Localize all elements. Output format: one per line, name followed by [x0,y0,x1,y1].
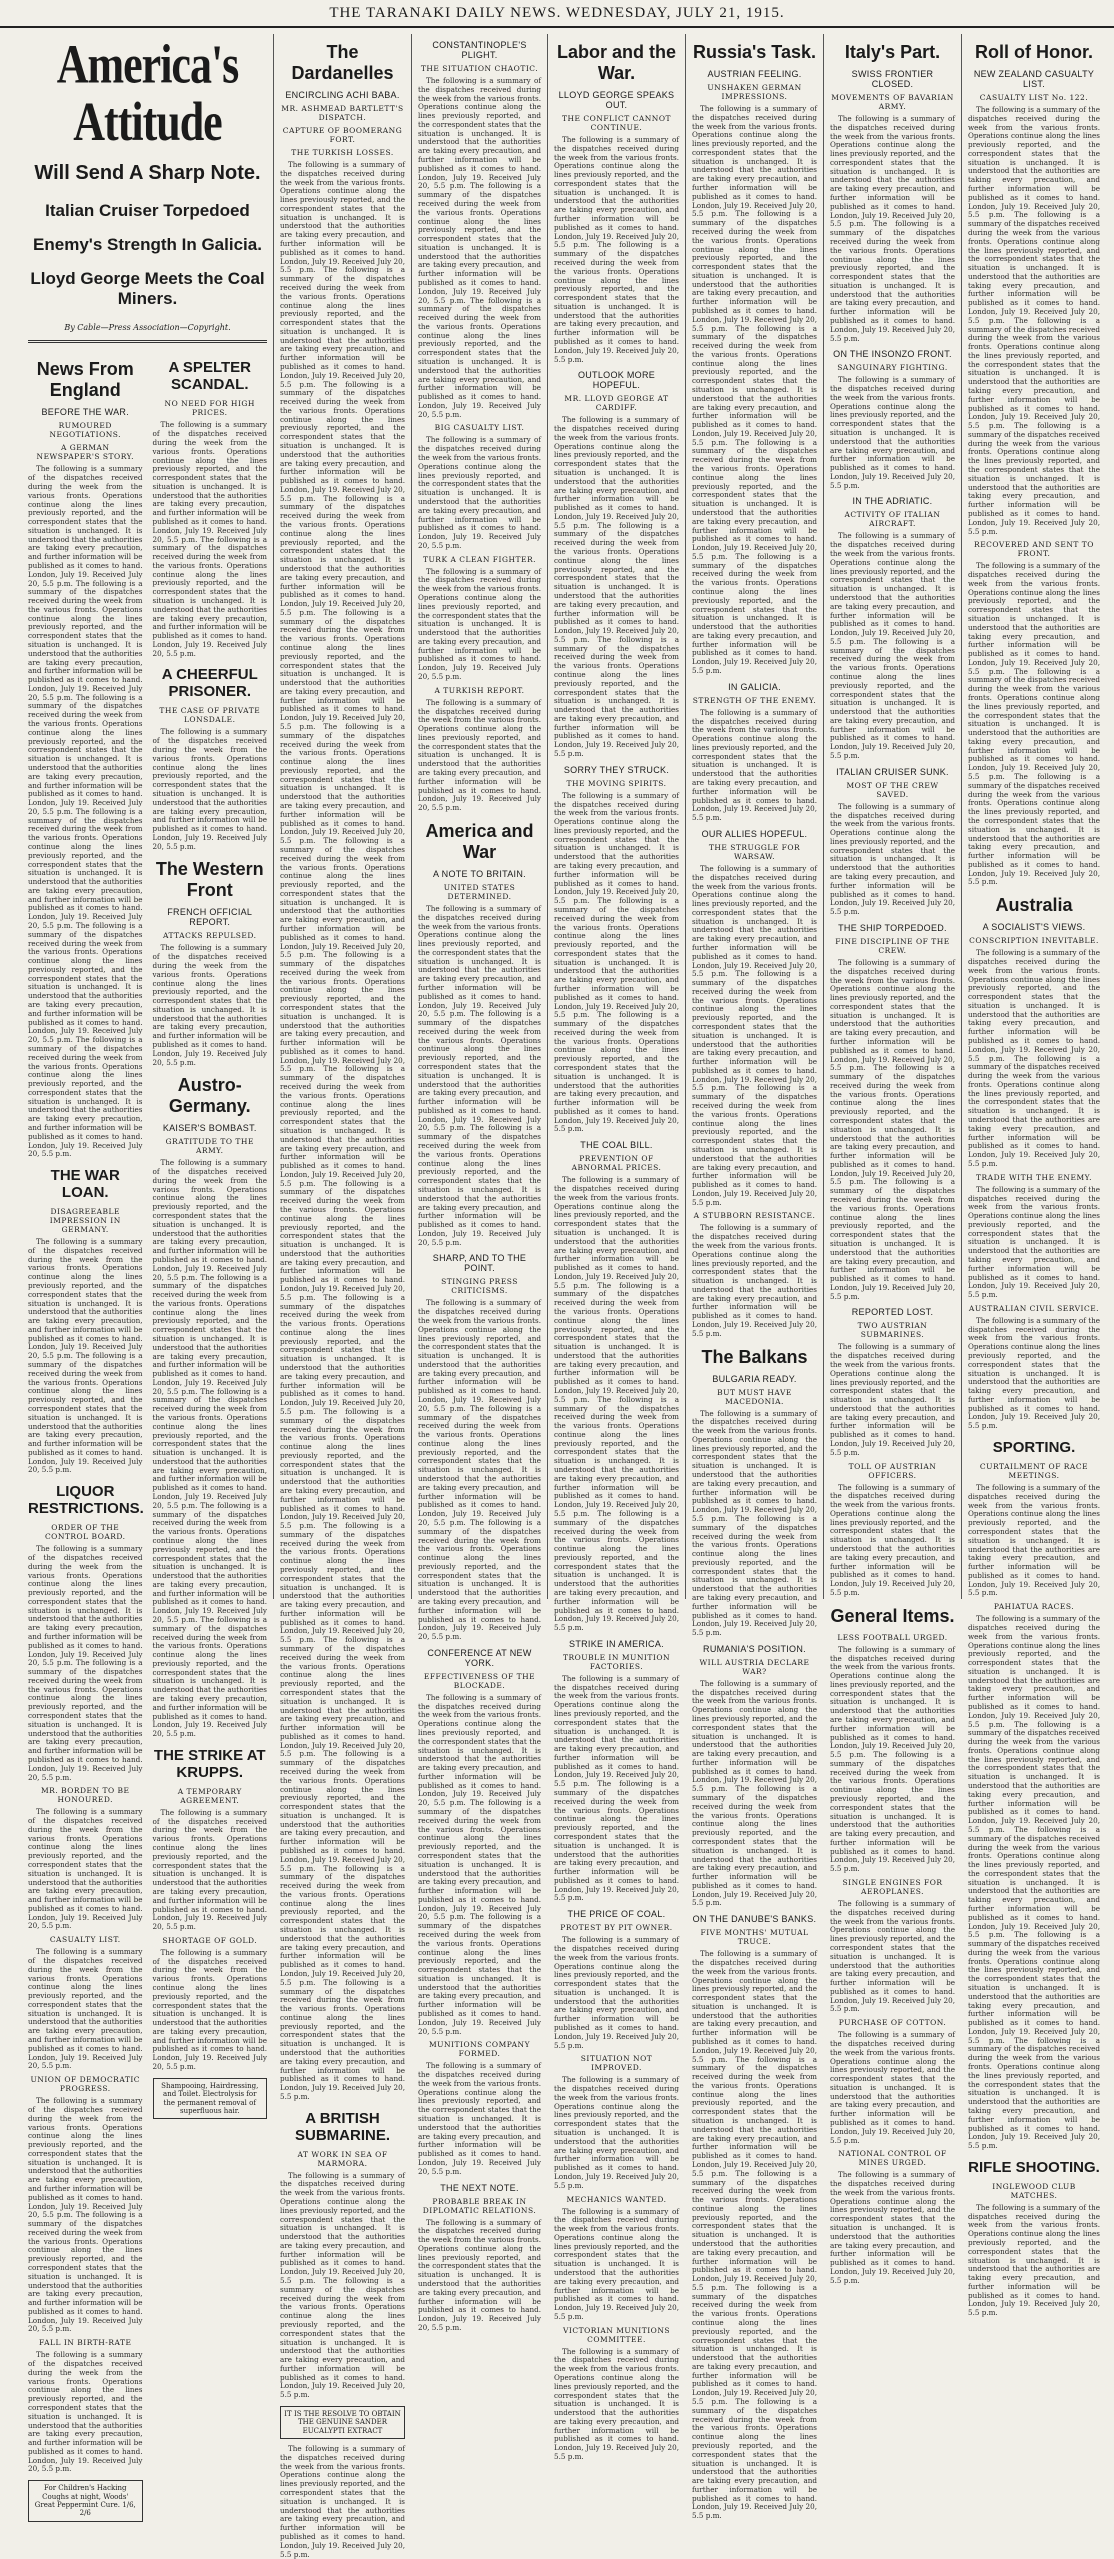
headline-australia: Australia [995,895,1073,916]
article-text: The following is a summary of the dispatches received during the week from the various fronts. Operations continue along the lines previously reported, and the correspondent states that the situation is unchanged. It is understood that the authorities are taking every precaution, and further information will be published as it comes to hand. London, July 19. Received July 20, 5.5 p.m. The following is a summary of the dispatches received during the week from the various fronts. Operations continue along the lines previously reported, and the correspondent states that the situation is unchanged. It is understood that the authorities are taking every precaution, and further information will be published as it comes to hand. London, July 19. Received July 20, 5.5 p.m. The following is a summary of the dispatches received during the week from the various fronts. Operations continue along the lines previously reported, and the correspondent states that the situation is unchanged. It is understood that the authorities are taking every precaution, and further information will be published as it comes to hand. London, July 19. Received July 20, 5.5 p.m. The following is a summary of the dispatches received during the week from the various fronts. Operations continue along the lines previously reported, and the correspondent states that the situation is unchanged. It is understood that the authorities are taking every precaution, and further information will be published as it comes to hand. London, July 19. Received July 20, 5.5 p.m. [554,1175,679,1633]
headline-russias-task: Russia's Task. [692,42,816,62]
subhead-galicia: IN GALICIA. [728,681,781,692]
article-text: The following is a summary of the dispatches received during the week from the various fronts. Operations continue along the lines previously reported, and the correspondent states that the situation is unchanged. It is understood that the authorities are taking every precaution, and further information will be published as it comes to hand. London, July 19. Received July 20, 5.5 p.m. [152,1807,267,1932]
subhead-price-coal: THE PRICE OF COAL. [567,1909,666,1920]
headline-austro-germany: Austro-Germany. [168,1075,251,1117]
headline-labor-war: Labor and the War. [556,42,676,83]
article-text: The following is a summary of the dispatches received during the week from the various fronts. Operations continue along the lines previously reported, and the correspondent states that the situation is unchanged. It is understood that the authorities are taking every precaution, and further information will be published as it comes to hand. London, July 19. Received July 20, 5.5 p.m. [418,435,541,550]
article-text: The following is a summary of the dispatches received during the week from the various fronts. Operations continue along the lines previously reported, and the correspondent states that the situation is unchanged. It is understood that the authorities are taking every precaution, and further information will be published as it comes to hand. London, July 19. Received July 20, 5.5 p.m. [280,2444,405,2559]
subhead-no-need: NO NEED FOR HIGH PRICES. [164,399,255,418]
subhead-disagreeable: DISAGREEABLE IMPRESSION IN GERMANY. [49,1207,121,1235]
column-7 [962,34,1106,2318]
article-text: The following is a summary of the dispatches received during the week from the various fronts. Operations continue along the lines previously reported, and the correspondent states that the situation is unchanged. It is understood that the authorities are taking every precaution, and further information will be published as it comes to hand. London, July 19. Received July 20, 5.5 p.m. The following is a summary of the dispatches received during the week from the various fronts. Operations continue along the lines previously reported, and the correspondent states that the situation is unchanged. It is understood that the authorities are taking every precaution, and further information will be published as it comes to hand. London, July 19. Received July 20, 5.5 p.m. The following is a summary of the dispatches received during the week from the various fronts. Operations continue along the lines previously reported, and the correspondent states that the situation is unchanged. It is understood that the authorities are taking every precaution, and further information will be published as it comes to hand. London, July 19. Received July 20, 5.5 p.m. The following is a summary of the dispatches received during the week from the various fronts. Operations continue along the lines previously reported, and the correspondent states that the situation is unchanged. It is understood that the authorities are taking every precaution, and further information will be published as it comes to hand. London, July 19. Received July 20, 5.5 p.m. The following is a summary of the dispatches received during the week from the various fronts. Operations continue along the lines previously reported, and the correspondent states that the situation is unchanged. It is understood that the authorities are taking every precaution, and further information will be published as it comes to hand. London, July 19. Received July 20, 5.5 p.m. [692,104,817,675]
subhead-toll: TOLL OF AUSTRIAN OFFICERS. [848,1461,937,1480]
subhead-allies: OUR ALLIES HOPEFUL. [701,828,808,839]
headline-roll-honor: Roll of Honor. [975,42,1093,62]
subhead-reported-lost: REPORTED LOST. [851,1307,934,1318]
headline-liquor: LIQUOR RESTRICTIONS. [28,1483,144,1518]
article-text: The following is a summary of the dispatches received during the week from the various fronts. Operations continue along the lines previously reported, and the correspondent states that the situation is unchanged. It is understood that the authorities are taking every precaution, and further information will be published as it comes to hand. London, July 19. Received July 20, 5.5 p.m. The following is a summary of the dispatches received during the week from the various fronts. Operations continue along the lines previously reported, and the correspondent states that the situation is unchanged. It is understood that the authorities are taking every precaution, and further information will be published as it comes to hand. London, July 19. Received July 20, 5.5 p.m. [692,1678,817,1908]
article-text: The following is a summary of the dispatches received during the week from the various fronts. Operations continue along the lines previously reported, and the correspondent states that the situation is unchanged. It is understood that the authorities are taking every precaution, and further information will be published as it comes to hand. London, July 19. Received July 20, 5.5 p.m. The following is a summary of the dispatches received during the week from the various fronts. Operations continue along the lines previously reported, and the correspondent states that the situation is unchanged. It is understood that the authorities are taking every precaution, and further information will be published as it comes to hand. London, July 19. Received July 20, 5.5 p.m. The following is a summary of the dispatches received during the week from the various fronts. Operations continue along the lines previously reported, and the correspondent states that the situation is unchanged. It is understood that the authorities are taking every precaution, and further information will be published as it comes to hand. London, July 19. Received July 20, 5.5 p.m. [418,1298,541,1642]
subhead-cotton: PURCHASE OF COTTON. [838,2018,947,2028]
headline-news-from-england: News From England [36,359,134,401]
column-1 [22,33,274,2518]
advert-eucalypti: IT IS THE RESOLVE TO OBTAIN THE GENUINE SANDER EUCALYPTI EXTRACT [280,2406,405,2439]
subhead-mines: NATIONAL CONTROL OF MINES URGED. [838,2149,947,2168]
article-text: The following is a summary of the dispatches received during the week from the various fronts. Operations continue along the lines previously reported, and the correspondent states that the situation is unchanged. It is understood that the authorities are taking every precaution, and further information will be published as it comes to hand. London, July 19. Received July 20, 5.5 p.m. The following is a summary of the dispatches received during the week from the various fronts. Operations continue along the lines previously reported, and the correspondent states that the situation is unchanged. It is understood that the authorities are taking every precaution, and further information will be published as it comes to hand. London, July 19. Received July 20, 5.5 p.m. [152,420,267,658]
subhead-break: PROBABLE BREAK IN DIPLOMATIC RELATIONS. [422,2196,537,2215]
headline-balkans: The Balkans [701,1346,808,1367]
subhead-order-board: ORDER OF THE CONTROL BOARD. [44,1523,126,1542]
subhead-adriatic: IN THE ADRIATIC. [852,496,933,507]
headline-cheerful-prisoner: A CHEERFUL PRISONER. [161,666,258,701]
article-text: The following is a summary of the dispatches received during the week from the various fronts. Operations continue along the lines previously reported, and the correspondent states that the situation is unchanged. It is understood that the authorities are taking every precaution, and further information will be published as it comes to hand. London, July 19. Received July 20, 5.5 p.m. [418,566,541,681]
subhead-determined: UNITED STATES DETERMINED. [443,882,516,901]
article-text: The following is a summary of the dispatches received during the week from the various fronts. Operations continue along the lines previously reported, and the correspondent states that the situation is unchanged. It is understood that the authorities are taking every precaution, and further information will be published as it comes to hand. London, July 19. Received July 20, 5.5 p.m. [554,1935,679,2050]
advert-shampoo: Shampooing, Hairdressing, and Toilet. Electrolysis for the permanent removal of superfluous hair. [153,2078,268,2120]
article-text: The following is a summary of the dispatches received during the week from the various fronts. Operations continue along the lines previously reported, and the correspondent states that the situation is unchanged. It is understood that the authorities are taking every precaution, and further information will be published as it comes to hand. London, July 19. Received July 20, 5.5 p.m. [418,697,541,813]
subhead-sanguinary: SANGUINARY FIGHTING. [837,363,948,373]
advert-coughs: For Children's Hacking Coughs at night, Woods' Great Peppermint Cure. 1/6, 2/6 [28,2480,143,2522]
subhead-turkish-report: A TURKISH REPORT. [434,685,525,695]
subhead-declare: WILL AUSTRIA DECLARE WAR? [699,1657,810,1676]
masthead: THE TARANAKI DAILY NEWS. WEDNESDAY, JULY 21, 1915. [0,0,1114,28]
headline-strike-krupps: THE STRIKE AT KRUPPS. [153,1746,266,1781]
subhead-gratitude: GRATITUDE TO THE ARMY. [165,1137,254,1156]
column-1b [153,351,268,2527]
column-4 [548,34,686,2462]
subhead-shortage: SHORTAGE OF GOLD. [162,1935,258,1945]
subhead-birthrate: FALL IN BIRTH-RATE [39,2338,132,2348]
headline-americas-attitude: America's Attitude [56,33,239,153]
subhead-pahiatua: PAHIATUA RACES. [993,1602,1075,1612]
headline-italys-part: Italy's Part. [844,42,941,62]
subhead-chaotic: THE SITUATION CHAOTIC. [420,64,539,73]
subhead-temporary: A TEMPORARY AGREEMENT. [177,1786,242,1805]
subhead-inglewood: INGLEWOOD CLUB MATCHES. [992,2181,1076,2200]
subhead-prevention: PREVENTION OF ABNORMAL PRICES. [571,1154,662,1173]
article-text: The following is a summary of the dispatches received during the week from the various fronts. Operations continue along the lines previously reported, and the correspondent states that the situation is unchanged. It is understood that the authorities are taking every precaution, and further information will be published as it comes to hand. London, July 19. Received July 20, 5.5 p.m. [830,2170,955,2285]
article-text: The following is a summary of the dispatches received during the week from the various fronts. Operations continue along the lines previously reported, and the correspondent states that the situation is unchanged. It is understood that the authorities are taking every precaution, and further information will be published as it comes to hand. London, July 19. Received July 20, 5.5 p.m. The following is a summary of the dispatches received during the week from the various fronts. Operations continue along the lines previously reported, and the correspondent states that the situation is unchanged. It is understood that the authorities are taking every precaution, and further information will be published as it comes to hand. London, July 19. Received July 20, 5.5 p.m. [28,1237,143,1475]
article-text: The following is a summary of the dispatches received during the week from the various fronts. Operations continue along the lines previously reported, and the correspondent states that the situation is unchanged. It is understood that the authorities are taking every precaution, and further information will be published as it comes to hand. London, July 19. Received July 20, 5.5 p.m. [968,1184,1100,1300]
article-text: The following is a summary of the dispatches received during the week from the various fronts. Operations continue along the lines previously reported, and the correspondent states that the situation is unchanged. It is understood that the authorities are taking every precaution, and further information will be published as it comes to hand. London, July 19. Received July 20, 5.5 p.m. [28,1947,143,2071]
article-text: The following is a summary of the dispatches received during the week from the various fronts. Operations continue along the lines previously reported, and the correspondent states that the situation is unchanged. It is understood that the authorities are taking every precaution, and further information will be published as it comes to hand. London, July 19. Received July 20, 5.5 p.m. The following is a summary of the dispatches received during the week from the various fronts. Operations continue along the lines previously reported, and the correspondent states that the situation is unchanged. It is understood that the authorities are taking every precaution, and further information will be published as it comes to hand. London, July 19. Received July 20, 5.5 p.m. [28,2096,143,2334]
subhead-trade: TRADE WITH THE ENEMY. [976,1172,1092,1182]
subhead-victorian: VICTORIAN MUNITIONS COMMITTEE. [562,2325,671,2344]
subhead-civil: AUSTRALIAN CIVIL SERVICE. [968,1303,1100,1313]
article-text: The following is a summary of the dispatches received during the week from the various fronts. Operations continue along the lines previously reported, and the correspondent states that the situation is unchanged. It is understood that the authorities are taking every precaution, and further information will be published as it comes to hand. London, July 19. Received July 20, 5.5 p.m. The following is a summary of the dispatches received during the week from the various fronts. Operations continue along the lines previously reported, and the correspondent states that the situation is unchanged. It is understood that the authorities are taking every precaution, and further information will be published as it comes to hand. London, July 19. Received July 20, 5.5 p.m. The following is a summary of the dispatches received during the week from the various fronts. Operations continue along the lines previously reported, and the correspondent states that the situation is unchanged. It is understood that the authorities are taking every precaution, and further information will be published as it comes to hand. London, July 19. Received July 20, 5.5 p.m. [554,790,679,1134]
subhead-kaiser: KAISER'S BOMBAST. [162,1123,257,1134]
subhead-turkish-losses: THE TURKISH LOSSES. [291,148,394,157]
article-text: The following is a summary of the dispatches received during the week from the various fronts. Operations continue along the lines previously reported, and the correspondent states that the situation is unchanged. It is understood that the authorities are taking every precaution, and further information will be published as it comes to hand. London, July 19. Received July 20, 5.5 p.m. The following is a summary of the dispatches received during the week from the various fronts. Operations continue along the lines previously reported, and the correspondent states that the situation is unchanged. It is understood that the authorities are taking every precaution, and further information will be published as it comes to hand. London, July 19. Received July 20, 5.5 p.m. The following is a summary of the dispatches received during the week from the various fronts. Operations continue along the lines previously reported, and the correspondent states that the situation is unchanged. It is understood that the authorities are taking every precaution, and further information will be published as it comes to hand. London, July 19. Received July 20, 5.5 p.m. The following is a summary of the dispatches received during the week from the various fronts. Operations continue along the lines previously reported, and the correspondent states that the situation is unchanged. It is understood that the authorities are taking every precaution, and further information will be published as it comes to hand. London, July 19. Received July 20, 5.5 p.m. The following is a summary of the dispatches received during the week from the various fronts. Operations continue along the lines previously reported, and the correspondent states that the situation is unchanged. It is understood that the authorities are taking every precaution, and further information will be published as it comes to hand. London, July 19. Received July 20, 5.5 p.m. The following is a summary of the dispatches received during the week from the various fronts. Operations continue along the lines previously reported, and the correspondent states that the situation is unchanged. It is understood that the authorities are taking every precaution, and further information will be published as it comes to hand. London, July 19. Received July 20, 5.5 p.m. The following is a summary of the dispatches received during the week from the various fronts. Operations continue along the lines previously reported, and the correspondent states that the situation is unchanged. It is understood that the authorities are taking every precaution, and further information will be published as it comes to hand. London, July 19. Received July 20, 5.5 p.m. The following is a summary of the dispatches received during the week from the various fronts. Operations continue along the lines previously reported, and the correspondent states that the situation is unchanged. It is understood that the authorities are taking every precaution, and further information will be published as it comes to hand. London, July 19. Received July 20, 5.5 p.m. The following is a summary of the dispatches received during the week from the various fronts. Operations continue along the lines previously reported, and the correspondent states that the situation is unchanged. It is understood that the authorities are taking every precaution, and further information will be published as it comes to hand. London, July 19. Received July 20, 5.5 p.m. The following is a summary of the dispatches received during the week from the various fronts. Operations continue along the lines previously reported, and the correspondent states that the situation is unchanged. It is understood that the authorities are taking every precaution, and further information will be published as it comes to hand. London, July 19. Received July 20, 5.5 p.m. The following is a summary of the dispatches received during the week from the various fronts. Operations continue along the lines previously reported, and the correspondent states that the situation is unchanged. It is understood that the authorities are taking every precaution, and further information will be published as it comes to hand. London, July 19. Received July 20, 5.5 p.m. The following is a summary of the dispatches received during the week from the various fronts. Operations continue along the lines previously reported, and the correspondent states that the situation is unchanged. It is understood that the authorities are taking every precaution, and further information will be published as it comes to hand. London, July 19. Received July 20, 5.5 p.m. The following is a summary of the dispatches received during the week from the various fronts. Operations continue along the lines previously reported, and the correspondent states that the situation is unchanged. It is understood that the authorities are taking every precaution, and further information will be published as it comes to hand. London, July 19. Received July 20, 5.5 p.m. The following is a summary of the dispatches received during the week from the various fronts. Operations continue along the lines previously reported, and the correspondent states that the situation is unchanged. It is understood that the authorities are taking every precaution, and further information will be published as it comes to hand. London, July 19. Received July 20, 5.5 p.m. The following is a summary of the dispatches received during the week from the various fronts. Operations continue along the lines previously reported, and the correspondent states that the situation is unchanged. It is understood that the authorities are taking every precaution, and further information will be published as it comes to hand. London, July 19. Received July 20, 5.5 p.m. The following is a summary of the dispatches received during the week from the various fronts. Operations continue along the lines previously reported, and the correspondent states that the situation is unchanged. It is understood that the authorities are taking every precaution, and further information will be published as it comes to hand. London, July 19. Received July 20, 5.5 p.m. The following is a summary of the dispatches received during the week from the various fronts. Operations continue along the lines previously reported, and the correspondent states that the situation is unchanged. It is understood that the authorities are taking every precaution, and further information will be published as it comes to hand. London, July 19. Received July 20, 5.5 p.m. [280,160,405,2101]
subhead-sharp-note: Will Send A Sharp Note. [34,162,261,185]
subhead-strength: STRENGTH OF THE ENEMY. [692,695,817,705]
article-text: The following is a summary of the dispatches received during the week from the various fronts. Operations continue along the lines previously reported, and the correspondent states that the situation is unchanged. It is understood that the authorities are taking every precaution, and further information will be published as it comes to hand. London, July 19. Received July 20, 5.5 p.m. [968,2202,1100,2318]
byline: By Cable—Press Association—Copyright. [64,323,231,333]
headline-america-war: America and War [425,820,534,862]
subhead-swiss: SWISS FRONTIER CLOSED. [851,69,934,89]
subhead-discipline: FINE DISCIPLINE OF THE CREW. [835,936,950,955]
subhead-cruiser-sunk: ITALIAN CRUISER SUNK. [836,766,949,777]
subhead-mechanics: MECHANICS WANTED. [566,2194,667,2204]
subhead-ship-torpedoed: THE SHIP TORPEDOED. [838,922,947,933]
subhead-engines: SINGLE ENGINES FOR AEROPLANES. [842,1878,943,1897]
subhead-bavarian: MOVEMENTS OF BAVARIAN ARMY. [831,93,954,111]
subhead-udc: UNION OF DEMOCRATIC PROGRESS. [30,2075,141,2094]
subhead-coal-bill: THE COAL BILL. [580,1140,653,1151]
subhead-lloyd-speaks: LLOYD GEORGE SPEAKS OUT. [558,90,675,110]
subhead-note-britain: A NOTE TO BRITAIN. [433,868,526,879]
subhead-danube: ON THE DANUBE'S BANKS. [692,1914,817,1925]
subhead-sea-marmora: AT WORK IN SEA OF MARMORA. [297,2149,388,2168]
article-text: The following is a summary of the dispatches received during the week from the various fronts. Operations continue along the lines previously reported, and the correspondent states that the situation is unchanged. It is understood that the authorities are taking every precaution, and further information will be published as it comes to hand. London, July 19. Received July 20, 5.5 p.m. The following is a summary of the dispatches received during the week from the various fronts. Operations continue along the lines previously reported, and the correspondent states that the situation is unchanged. It is understood that the authorities are taking every precaution, and further information will be published as it comes to hand. London, July 19. Received July 20, 5.5 p.m. The following is a summary of the dispatches received during the week from the various fronts. Operations continue along the lines previously reported, and the correspondent states that the situation is unchanged. It is understood that the authorities are taking every precaution, and further information will be published as it comes to hand. London, July 19. Received July 20, 5.5 p.m. [418,76,541,419]
subhead-next-note: THE NEXT NOTE. [440,2182,519,2193]
subhead-big-casualty: BIG CASUALTY LIST. [434,423,525,433]
column-3 [412,34,548,2332]
article-text: The following is a summary of the dispatches received during the week from the various fronts. Operations continue along the lines previously reported, and the correspondent states that the situation is unchanged. It is understood that the authorities are taking every precaution, and further information will be published as it comes to hand. London, July 19. Received July 20, 5.5 p.m. [554,2075,679,2190]
article-text: The following is a summary of the dispatches received during the week from the various fronts. Operations continue along the lines previously reported, and the correspondent states that the situation is unchanged. It is understood that the authorities are taking every precaution, and further information will be published as it comes to hand. London, July 19. Received July 20, 5.5 p.m. [830,1342,955,1457]
article-text: The following is a summary of the dispatches received during the week from the various fronts. Operations continue along the lines previously reported, and the correspondent states that the situation is unchanged. It is understood that the authorities are taking every precaution, and further information will be published as it comes to hand. London, July 19. Received July 20, 5.5 p.m. The following is a summary of the dispatches received during the week from the various fronts. Operations continue along the lines previously reported, and the correspondent states that the situation is unchanged. It is understood that the authorities are taking every precaution, and further information will be published as it comes to hand. London, July 19. Received July 20, 5.5 p.m. The following is a summary of the dispatches received during the week from the various fronts. Operations continue along the lines previously reported, and the correspondent states that the situation is unchanged. It is understood that the authorities are taking every precaution, and further information will be published as it comes to hand. London, July 19. Received July 20, 5.5 p.m. The following is a summary of the dispatches received during the week from the various fronts. Operations continue along the lines previously reported, and the correspondent states that the situation is unchanged. It is understood that the authorities are taking every precaution, and further information will be published as it comes to hand. London, July 19. Received July 20, 5.5 p.m. The following is a summary of the dispatches received during the week from the various fronts. Operations continue along the lines previously reported, and the correspondent states that the situation is unchanged. It is understood that the authorities are taking every precaution, and further information will be published as it comes to hand. London, July 19. Received July 20, 5.5 p.m. The following is a summary of the dispatches received during the week from the various fronts. Operations continue along the lines previously reported, and the correspondent states that the situation is unchanged. It is understood that the authorities are taking every precaution, and further information will be published as it comes to hand. London, July 19. Received July 20, 5.5 p.m. [28,464,143,1159]
headline-war-loan: THE WAR LOAN. [50,1167,120,1202]
column-2 [274,34,412,2559]
subhead-blockade: EFFECTIVENESS OF THE BLOCKADE. [423,1671,536,1690]
subhead-sharp-point: SHARP, AND TO THE POINT. [432,1253,527,1274]
column-6 [824,34,962,2285]
article-text: The following is a summary of the dispatches received during the week from the various fronts. Operations continue along the lines previously reported, and the correspondent states that the situation is unchanged. It is understood that the authorities are taking every precaution, and further information will be published as it comes to hand. London, July 19. Received July 20, 5.5 p.m. The following is a summary of the dispatches received during the week from the various fronts. Operations continue along the lines previously reported, and the correspondent states that the situation is unchanged. It is understood that the authorities are taking every precaution, and further information will be published as it comes to hand. London, July 19. Received July 20, 5.5 p.m. The following is a summary of the dispatches received during the week from the various fronts. Operations continue along the lines previously reported, and the correspondent states that the situation is unchanged. It is understood that the authorities are taking every precaution, and further information will be published as it comes to hand. London, July 19. Received July 20, 5.5 p.m. [692,863,817,1207]
subhead-clean-fighter: TURK A CLEAN FIGHTER. [422,554,537,564]
headline-constantinople: CONSTANTINOPLE'S PLIGHT. [432,40,527,60]
article-text: The following is a summary of the dispatches received during the week from the various fronts. Operations continue along the lines previously reported, and the correspondent states that the situation is unchanged. It is understood that the authorities are taking every precaution, and further information will be published as it comes to hand. London, July 19. Received July 20, 5.5 p.m. [152,727,267,851]
article-text: The following is a summary of the dispatches received during the week from the various fronts. Operations continue along the lines previously reported, and the correspondent states that the situation is unchanged. It is understood that the authorities are taking every precaution, and further information will be published as it comes to hand. London, July 19. Received July 20, 5.5 p.m. The following is a summary of the dispatches received during the week from the various fronts. Operations continue along the lines previously reported, and the correspondent states that the situation is unchanged. It is understood that the authorities are taking every precaution, and further information will be published as it comes to hand. London, July 19. Received July 20, 5.5 p.m. The following is a summary of the dispatches received during the week from the various fronts. Operations continue along the lines previously reported, and the correspondent states that the situation is unchanged. It is understood that the authorities are taking every precaution, and further information will be published as it comes to hand. London, July 19. Received July 20, 5.5 p.m. [830,957,955,1301]
subhead-warsaw: THE STRUGGLE FOR WARSAW. [708,842,801,861]
article-text: The following is a summary of the dispatches received during the week from the various fronts. Operations continue along the lines previously reported, and the correspondent states that the situation is unchanged. It is understood that the authorities are taking every precaution, and further information will be published as it comes to hand. London, July 19. Received July 20, 5.5 p.m. [692,1223,817,1338]
subhead-achi-baba: ENCIRCLING ACHI BABA. [285,90,400,100]
subhead-italian-cruiser: Italian Cruiser Torpedoed [45,201,250,221]
subhead-capture: CAPTURE OF BOOMERANG FORT. [282,126,403,144]
headline-dardanelles: The Dardanelles [291,42,394,83]
subhead-cardiff: MR. LLOYD GEORGE AT CARDIFF. [564,394,669,413]
subhead-german-story: A GERMAN NEWSPAPER'S STORY. [36,443,134,462]
article-text: The following is a summary of the dispatches received during the week from the various fronts. Operations continue along the lines previously reported, and the correspondent states that the situation is unchanged. It is understood that the authorities are taking every precaution, and further information will be published as it comes to hand. London, July 19. Received July 20, 5.5 p.m. The following is a summary of the dispatches received during the week from the various fronts. Operations continue along the lines previously reported, and the correspondent states that the situation is unchanged. It is understood that the authorities are taking every precaution, and further information will be published as it comes to hand. London, July 19. Received July 20, 5.5 p.m. The following is a summary of the dispatches received during the week from the various fronts. Operations continue along the lines previously reported, and the correspondent states that the situation is unchanged. It is understood that the authorities are taking every precaution, and further information will be published as it comes to hand. London, July 19. Received July 20, 5.5 p.m. [418,1692,541,2036]
subhead-before-war: BEFORE THE WAR. [41,407,129,418]
article-text: The following is a summary of the dispatches received during the week from the various fronts. Operations continue along the lines previously reported, and the correspondent states that the situation is unchanged. It is understood that the authorities are taking every precaution, and further information will be published as it comes to hand. London, July 19. Received July 20, 5.5 p.m. The following is a summary of the dispatches received during the week from the various fronts. Operations continue along the lines previously reported, and the correspondent states that the situation is unchanged. It is understood that the authorities are taking every precaution, and further information will be published as it comes to hand. London, July 19. Received July 20, 5.5 p.m. [554,135,679,364]
article-text: The following is a summary of the dispatches received during the week from the various fronts. Operations continue along the lines previously reported, and the correspondent states that the situation is unchanged. It is understood that the authorities are taking every precaution, and further information will be published as it comes to hand. London, July 19. Received July 20, 5.5 p.m. The following is a summary of the dispatches received during the week from the various fronts. Operations continue along the lines previously reported, and the correspondent states that the situation is unchanged. It is understood that the authorities are taking every precaution, and further information will be published as it comes to hand. London, July 19. Received July 20, 5.5 p.m. The following is a summary of the dispatches received during the week from the various fronts. Operations continue along the lines previously reported, and the correspondent states that the situation is unchanged. It is understood that the authorities are taking every precaution, and further information will be published as it comes to hand. London, July 19. Received July 20, 5.5 p.m. The following is a summary of the dispatches received during the week from the various fronts. Operations continue along the lines previously reported, and the correspondent states that the situation is unchanged. It is understood that the authorities are taking every precaution, and further information will be published as it comes to hand. London, July 19. Received July 20, 5.5 p.m. The following is a summary of the dispatches received during the week from the various fronts. Operations continue along the lines previously reported, and the correspondent states that the situation is unchanged. It is understood that the authorities are taking every precaution, and further information will be published as it comes to hand. London, July 19. Received July 20, 5.5 p.m. [968,1614,1100,2151]
subhead-recovered: RECOVERED AND SENT TO FRONT. [974,540,1094,559]
subhead-strike-america: STRIKE IN AMERICA. [569,1638,664,1649]
article-text: The following is a summary of the dispatches received during the week from the various fronts. Operations continue along the lines previously reported, and the correspondent states that the situation is unchanged. It is understood that the authorities are taking every precaution, and further information will be published as it comes to hand. London, July 19. Received July 20, 5.5 p.m. The following is a summary of the dispatches received during the week from the various fronts. Operations continue along the lines previously reported, and the correspondent states that the situation is unchanged. It is understood that the authorities are taking every precaution, and further information will be published as it comes to hand. London, July 19. Received July 20, 5.5 p.m. The following is a summary of the dispatches received during the week from the various fronts. Operations continue along the lines previously reported, and the correspondent states that the situation is unchanged. It is understood that the authorities are taking every precaution, and further information will be published as it comes to hand. London, July 19. Received July 20, 5.5 p.m. [418,903,541,1247]
subhead-trouble: TROUBLE IN MUNITION FACTORIES. [562,1652,671,1671]
subhead-isonzo: ON THE INSONZO FRONT. [833,349,952,360]
article-text: The following is a summary of the dispatches received during the week from the various fronts. Operations continue along the lines previously reported, and the correspondent states that the situation is unchanged. It is understood that the authorities are taking every precaution, and further information will be published as it comes to hand. London, July 19. Received July 20, 5.5 p.m. [554,2206,679,2321]
headline-spelter: A SPELTER SCANDAL. [168,359,251,394]
article-text: The following is a summary of the dispatches received during the week from the various fronts. Operations continue along the lines previously reported, and the correspondent states that the situation is unchanged. It is understood that the authorities are taking every precaution, and further information will be published as it comes to hand. London, July 19. Received July 20, 5.5 p.m. The following is a summary of the dispatches received during the week from the various fronts. Operations continue along the lines previously reported, and the correspondent states that the situation is unchanged. It is understood that the authorities are taking every precaution, and further information will be published as it comes to hand. London, July 19. Received July 20, 5.5 p.m. [280,2170,405,2400]
article-text: The following is a summary of the dispatches received during the week from the various fronts. Operations continue along the lines previously reported, and the correspondent states that the situation is unchanged. It is understood that the authorities are taking every precaution, and further information will be published as it comes to hand. London, July 19. Received July 20, 5.5 p.m. The following is a summary of the dispatches received during the week from the various fronts. Operations continue along the lines previously reported, and the correspondent states that the situation is unchanged. It is understood that the authorities are taking every precaution, and further information will be published as it comes to hand. London, July 19. Received July 20, 5.5 p.m. [830,114,955,343]
article-text: The following is a summary of the dispatches received during the week from the various fronts. Operations continue along the lines previously reported, and the correspondent states that the situation is unchanged. It is understood that the authorities are taking every precaution, and further information will be published as it comes to hand. London, July 19. Received July 20, 5.5 p.m. [418,2061,541,2176]
article-text: The following is a summary of the dispatches received during the week from the various fronts. Operations continue along the lines previously reported, and the correspondent states that the situation is unchanged. It is understood that the authorities are taking every precaution, and further information will be published as it comes to hand. London, July 19. Received July 20, 5.5 p.m. [968,1315,1100,1431]
article-text: The following is a summary of the dispatches received during the week from the various fronts. Operations continue along the lines previously reported, and the correspondent states that the situation is unchanged. It is understood that the authorities are taking every precaution, and further information will be published as it comes to hand. London, July 19. Received July 20, 5.5 p.m. [830,1482,955,1597]
subhead-munitions-formed: MUNITIONS COMPANY FORMED. [428,2040,531,2059]
headline-british-submarine: A BRITISH SUBMARINE. [294,2109,390,2144]
subhead-cannot-continue: THE CONFLICT CANNOT CONTINUE. [561,114,672,132]
article-text: The following is a summary of the dispatches received during the week from the various fronts. Operations continue along the lines previously reported, and the correspondent states that the situation is unchanged. It is understood that the authorities are taking every precaution, and further information will be published as it comes to hand. London, July 19. Received July 20, 5.5 p.m. The following is a summary of the dispatches received during the week from the various fronts. Operations continue along the lines previously reported, and the correspondent states that the situation is unchanged. It is understood that the authorities are taking every precaution, and further information will be published as it comes to hand. London, July 19. Received July 20, 5.5 p.m. The following is a summary of the dispatches received during the week from the various fronts. Operations continue along the lines previously reported, and the correspondent states that the situation is unchanged. It is understood that the authorities are taking every precaution, and further information will be published as it comes to hand. London, July 19. Received July 20, 5.5 p.m. The following is a summary of the dispatches received during the week from the various fronts. Operations continue along the lines previously reported, and the correspondent states that the situation is unchanged. It is understood that the authorities are taking every precaution, and further information will be published as it comes to hand. London, July 19. Received July 20, 5.5 p.m. The following is a summary of the dispatches received during the week from the various fronts. Operations continue along the lines previously reported, and the correspondent states that the situation is unchanged. It is understood that the authorities are taking every precaution, and further information will be published as it comes to hand. London, July 19. Received July 20, 5.5 p.m. [152,1158,267,1739]
subhead-moving: THE MOVING SPIRITS. [566,778,667,788]
subhead-truce: FIVE MONTHS' MUTUAL TRUCE. [700,1928,809,1947]
subhead-bulgaria: BULGARIA READY. [712,1373,797,1384]
divider [28,340,267,343]
subhead-outlook: OUTLOOK MORE HOPEFUL. [577,370,656,391]
subhead-conscription: CONSCRIPTION INEVITABLE. [969,936,1099,946]
subhead-stubborn: A STUBBORN RESISTANCE. [693,1211,816,1221]
article-text: The following is a summary of the dispatches received during the week from the various fronts. Operations continue along the lines previously reported, and the correspondent states that the situation is unchanged. It is understood that the authorities are taking every precaution, and further information will be published as it comes to hand. London, July 19. Received July 20, 5.5 p.m. The following is a summary of the dispatches received during the week from the various fronts. Operations continue along the lines previously reported, and the correspondent states that the situation is unchanged. It is understood that the authorities are taking every precaution, and further information will be published as it comes to hand. London, July 19. Received July 20, 5.5 p.m. [692,1408,817,1638]
headline-western-front: The Western Front [155,859,264,901]
article-text: The following is a summary of the dispatches received during the week from the various fronts. Operations continue along the lines previously reported, and the correspondent states that the situation is unchanged. It is understood that the authorities are taking every precaution, and further information will be published as it comes to hand. London, July 19. Received July 20, 5.5 p.m. [830,1899,955,2014]
subhead-french-report: FRENCH OFFICIAL REPORT. [167,907,253,928]
column-5 [686,34,824,2521]
subhead-lonsdale: THE CASE OF PRIVATE LONSDALE. [159,706,261,725]
subhead-rumania: RUMANIA'S POSITION. [703,1643,806,1654]
article-text: The following is a summary of the dispatches received during the week from the various fronts. Operations continue along the lines previously reported, and the correspondent states that the situation is unchanged. It is understood that the authorities are taking every precaution, and further information will be published as it comes to hand. London, July 19. Received July 20, 5.5 p.m. [692,707,817,823]
subhead-football: LESS FOOTBALL URGED. [837,1632,948,1642]
subhead-socialist: A SOCIALIST'S VIEWS. [982,922,1086,933]
subhead-sorry: SORRY THEY STRUCK. [563,764,670,775]
subhead-unshaken: UNSHAKEN GERMAN IMPRESSIONS. [707,83,802,101]
article-text: The following is a summary of the dispatches received during the week from the various fronts. Operations continue along the lines previously reported, and the correspondent states that the situation is unchanged. It is understood that the authorities are taking every precaution, and further information will be published as it comes to hand. London, July 19. Received July 20, 5.5 p.m. The following is a summary of the dispatches received during the week from the various fronts. Operations continue along the lines previously reported, and the correspondent states that the situation is unchanged. It is understood that the authorities are taking every precaution, and further information will be published as it comes to hand. London, July 19. Received July 20, 5.5 p.m. The following is a summary of the dispatches received during the week from the various fronts. Operations continue along the lines previously reported, and the correspondent states that the situation is unchanged. It is understood that the authorities are taking every precaution, and further information will be published as it comes to hand. London, July 19. Received July 20, 5.5 p.m. [968,561,1100,887]
article-text: The following is a summary of the dispatches received during the week from the various fronts. Operations continue along the lines previously reported, and the correspondent states that the situation is unchanged. It is understood that the authorities are taking every precaution, and further information will be published as it comes to hand. London, July 19. Received July 20, 5.5 p.m. [152,1947,267,2071]
subhead-austrian-feeling: AUSTRIAN FEELING. [707,69,802,79]
article-text: The following is a summary of the dispatches received during the week from the various fronts. Operations continue along the lines previously reported, and the correspondent states that the situation is unchanged. It is understood that the authorities are taking every precaution, and further information will be published as it comes to hand. London, July 19. Received July 20, 5.5 p.m. [830,801,955,917]
article-text: The following is a summary of the dispatches received during the week from the various fronts. Operations continue along the lines previously reported, and the correspondent states that the situation is unchanged. It is understood that the authorities are taking every precaution, and further information will be published as it comes to hand. London, July 19. Received July 20, 5.5 p.m. [418,2217,541,2332]
article-text: The following is a summary of the dispatches received during the week from the various fronts. Operations continue along the lines previously reported, and the correspondent states that the situation is unchanged. It is understood that the authorities are taking every precaution, and further information will be published as it comes to hand. London, July 19. Received July 20, 5.5 p.m. The following is a summary of the dispatches received during the week from the various fronts. Operations continue along the lines previously reported, and the correspondent states that the situation is unchanged. It is understood that the authorities are taking every precaution, and further information will be published as it comes to hand. London, July 19. Received July 20, 5.5 p.m. [554,1673,679,1903]
article-text: The following is a summary of the dispatches received during the week from the various fronts. Operations continue along the lines previously reported, and the correspondent states that the situation is unchanged. It is understood that the authorities are taking every precaution, and further information will be published as it comes to hand. London, July 19. Received July 20, 5.5 p.m. [830,2030,955,2145]
article-text: The following is a summary of the dispatches received during the week from the various fronts. Operations continue along the lines previously reported, and the correspondent states that the situation is unchanged. It is understood that the authorities are taking every precaution, and further information will be published as it comes to hand. London, July 19. Received July 20, 5.5 p.m. [830,375,955,490]
newspaper-page [22,33,1106,2559]
subhead-enemy-strength: Enemy's Strength In Galicia. [33,235,262,255]
subhead-list-no: CASUALTY LIST No. 122. [979,93,1089,102]
subhead-curtailment: CURTAILMENT OF RACE MEETINGS. [979,1462,1089,1481]
article-text: The following is a summary of the dispatches received during the week from the various fronts. Operations continue along the lines previously reported, and the correspondent states that the situation is unchanged. It is understood that the authorities are taking every precaution, and further information will be published as it comes to hand. London, July 19. Received July 20, 5.5 p.m. The following is a summary of the dispatches received during the week from the various fronts. Operations continue along the lines previously reported, and the correspondent states that the situation is unchanged. It is understood that the authorities are taking every precaution, and further information will be published as it comes to hand. London, July 19. Received July 20, 5.5 p.m. [830,1644,955,1874]
subhead-two-subs: TWO AUSTRIAN SUBMARINES. [857,1321,928,1340]
subhead-situation: SITUATION NOT IMPROVED. [580,2054,653,2073]
article-text: The following is a summary of the dispatches received during the week from the various fronts. Operations continue along the lines previously reported, and the correspondent states that the situation is unchanged. It is understood that the authorities are taking every precaution, and further information will be published as it comes to hand. London, July 19. Received July 20, 5.5 p.m. [28,2350,143,2474]
subhead-macedonia: BUT MUST HAVE MACEDONIA. [717,1387,792,1406]
subhead-protest: PROTEST BY PIT OWNER. [560,1923,673,1933]
column-1a [28,351,143,2527]
subhead-ashmead: MR. ASHMEAD BARTLETT'S DISPATCH. [281,104,404,122]
headline-sporting: SPORTING. [992,1439,1076,1457]
subhead-aircraft: ACTIVITY OF ITALIAN AIRCRAFT. [844,510,941,529]
subhead-lloyd-george: Lloyd George Meets the Coal Miners. [30,269,265,309]
article-text: The following is a summary of the dispatches received during the week from the various fronts. Operations continue along the lines previously reported, and the correspondent states that the situation is unchanged. It is understood that the authorities are taking every precaution, and further information will be published as it comes to hand. London, July 19. Received July 20, 5.5 p.m. The following is a summary of the dispatches received during the week from the various fronts. Operations continue along the lines previously reported, and the correspondent states that the situation is unchanged. It is understood that the authorities are taking every precaution, and further information will be published as it comes to hand. London, July 19. Received July 20, 5.5 p.m. [830,531,955,760]
subhead-conference: CONFERENCE AT NEW YORK. [427,1647,532,1668]
article-text: The following is a summary of the dispatches received during the week from the various fronts. Operations continue along the lines previously reported, and the correspondent states that the situation is unchanged. It is understood that the authorities are taking every precaution, and further information will be published as it comes to hand. London, July 19. Received July 20, 5.5 p.m. The following is a summary of the dispatches received during the week from the various fronts. Operations continue along the lines previously reported, and the correspondent states that the situation is unchanged. It is understood that the authorities are taking every precaution, and further information will be published as it comes to hand. London, July 19. Received July 20, 5.5 p.m. [28,1544,143,1782]
article-text: The following is a summary of the dispatches received during the week from the various fronts. Operations continue along the lines previously reported, and the correspondent states that the situation is unchanged. It is understood that the authorities are taking every precaution, and further information will be published as it comes to hand. London, July 19. Received July 20, 5.5 p.m. The following is a summary of the dispatches received during the week from the various fronts. Operations continue along the lines previously reported, and the correspondent states that the situation is unchanged. It is understood that the authorities are taking every precaution, and further information will be published as it comes to hand. London, July 19. Received July 20, 5.5 p.m. The following is a summary of the dispatches received during the week from the various fronts. Operations continue along the lines previously reported, and the correspondent states that the situation is unchanged. It is understood that the authorities are taking every precaution, and further information will be published as it comes to hand. London, July 19. Received July 20, 5.5 p.m. The following is a summary of the dispatches received during the week from the various fronts. Operations continue along the lines previously reported, and the correspondent states that the situation is unchanged. It is understood that the authorities are taking every precaution, and further information will be published as it comes to hand. London, July 19. Received July 20, 5.5 p.m. The following is a summary of the dispatches received during the week from the various fronts. Operations continue along the lines previously reported, and the correspondent states that the situation is unchanged. It is understood that the authorities are taking every precaution, and further information will be published as it comes to hand. London, July 19. Received July 20, 5.5 p.m. [692,1949,817,2521]
subhead-rumoured: RUMOURED NEGOTIATIONS. [49,421,122,440]
article-text: The following is a summary of the dispatches received during the week from the various fronts. Operations continue along the lines previously reported, and the correspondent states that the situation is unchanged. It is understood that the authorities are taking every precaution, and further information will be published as it comes to hand. London, July 19. Received July 20, 5.5 p.m. [152,943,267,1067]
article-text: The following is a summary of the dispatches received during the week from the various fronts. Operations continue along the lines previously reported, and the correspondent states that the situation is unchanged. It is understood that the authorities are taking every precaution, and further information will be published as it comes to hand. London, July 19. Received July 20, 5.5 p.m. The following is a summary of the dispatches received during the week from the various fronts. Operations continue along the lines previously reported, and the correspondent states that the situation is unchanged. It is understood that the authorities are taking every precaution, and further information will be published as it comes to hand. London, July 19. Received July 20, 5.5 p.m. [968,948,1100,1168]
subhead-casualty: CASUALTY LIST. [49,1935,121,1945]
headline-general-items: General Items. [830,1605,955,1626]
article-text: The following is a summary of the dispatches received during the week from the various fronts. Operations continue along the lines previously reported, and the correspondent states that the situation is unchanged. It is understood that the authorities are taking every precaution, and further information will be published as it comes to hand. London, July 19. Received July 20, 5.5 p.m. [554,2346,679,2462]
headline-rifle: RIFLE SHOOTING. [968,2158,1100,2176]
article-text: The following is a summary of the dispatches received during the week from the various fronts. Operations continue along the lines previously reported, and the correspondent states that the situation is unchanged. It is understood that the authorities are taking every precaution, and further information will be published as it comes to hand. London, July 19. Received July 20, 5.5 p.m. The following is a summary of the dispatches received during the week from the various fronts. Operations continue along the lines previously reported, and the correspondent states that the situation is unchanged. It is understood that the authorities are taking every precaution, and further information will be published as it comes to hand. London, July 19. Received July 20, 5.5 p.m. The following is a summary of the dispatches received during the week from the various fronts. Operations continue along the lines previously reported, and the correspondent states that the situation is unchanged. It is understood that the authorities are taking every precaution, and further information will be published as it comes to hand. London, July 19. Received July 20, 5.5 p.m. [554,415,679,758]
subhead-nz-casualty: NEW ZEALAND CASUALTY LIST. [973,69,1095,89]
article-text: The following is a summary of the dispatches received during the week from the various fronts. Operations continue along the lines previously reported, and the correspondent states that the situation is unchanged. It is understood that the authorities are taking every precaution, and further information will be published as it comes to hand. London, July 19. Received July 20, 5.5 p.m. [28,1807,143,1931]
subhead-stinging: STINGING PRESS CRITICISMS. [441,1277,518,1296]
subhead-attacks: ATTACKS REPULSED. [162,931,257,941]
subhead-crew-saved: MOST OF THE CREW SAVED. [846,780,939,799]
article-text: The following is a summary of the dispatches received during the week from the various fronts. Operations continue along the lines previously reported, and the correspondent states that the situation is unchanged. It is understood that the authorities are taking every precaution, and further information will be published as it comes to hand. London, July 19. Received July 20, 5.5 p.m. [968,1483,1100,1598]
article-text: The following is a summary of the dispatches received during the week from the various fronts. Operations continue along the lines previously reported, and the correspondent states that the situation is unchanged. It is understood that the authorities are taking every precaution, and further information will be published as it comes to hand. London, July 19. Received July 20, 5.5 p.m. The following is a summary of the dispatches received during the week from the various fronts. Operations continue along the lines previously reported, and the correspondent states that the situation is unchanged. It is understood that the authorities are taking every precaution, and further information will be published as it comes to hand. London, July 19. Received July 20, 5.5 p.m. The following is a summary of the dispatches received during the week from the various fronts. Operations continue along the lines previously reported, and the correspondent states that the situation is unchanged. It is understood that the authorities are taking every precaution, and further information will be published as it comes to hand. London, July 19. Received July 20, 5.5 p.m. The following is a summary of the dispatches received during the week from the various fronts. Operations continue along the lines previously reported, and the correspondent states that the situation is unchanged. It is understood that the authorities are taking every precaution, and further information will be published as it comes to hand. London, July 19. Received July 20, 5.5 p.m. [968,105,1100,536]
subhead-borden: MR. BORDEN TO BE HONOURED. [41,1786,130,1805]
